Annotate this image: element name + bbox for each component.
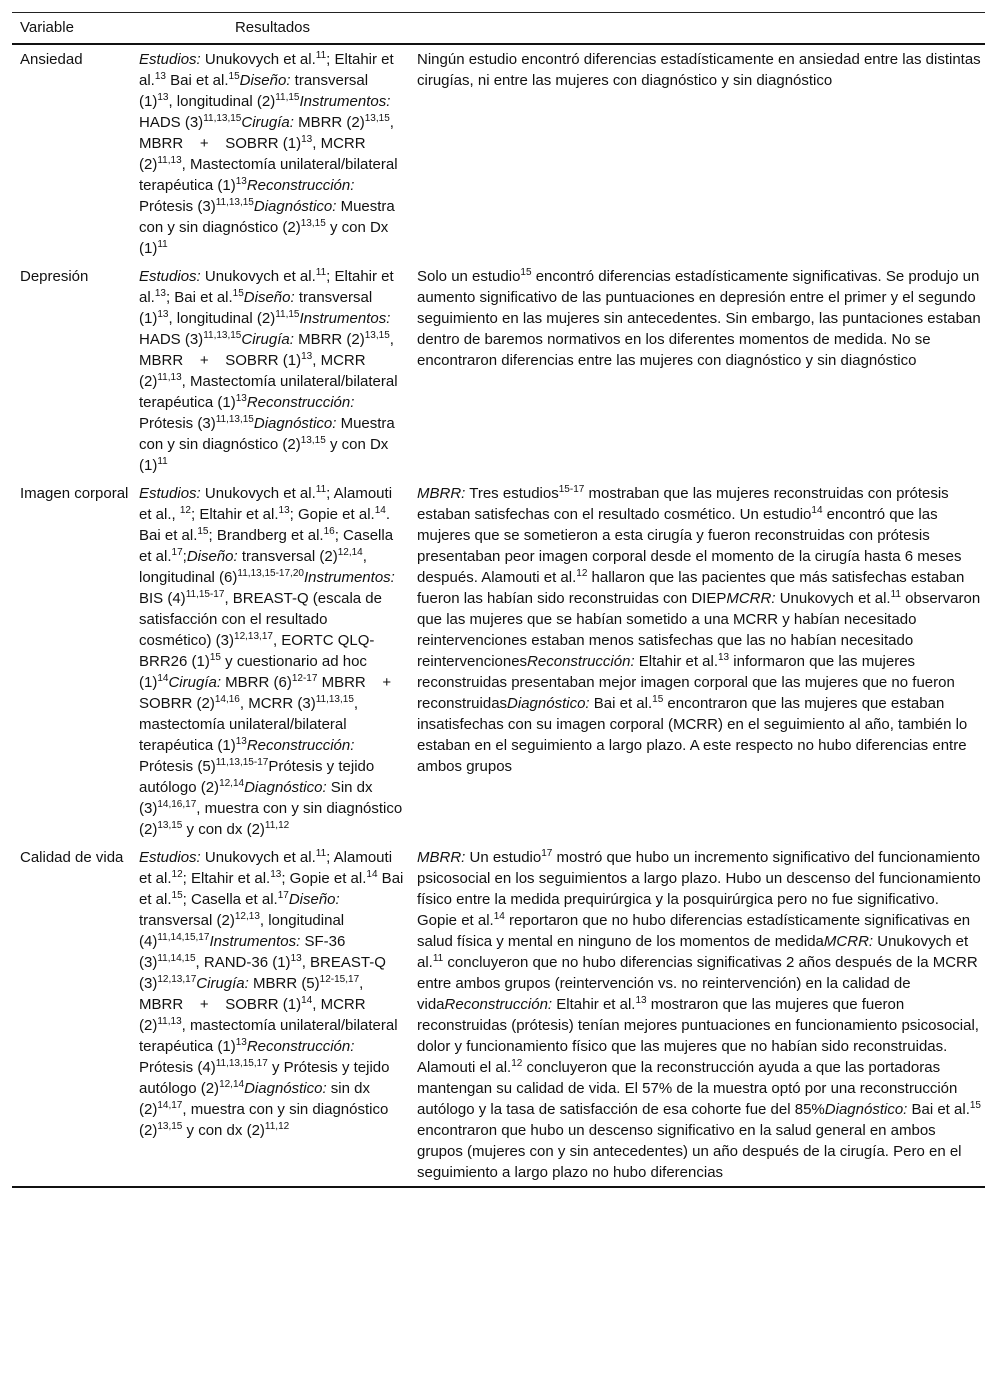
cell-text: encontró que las mujeres que se sometieron a esta cirugía y fueron reconstruidas con prótesis presentaban peor imagen corporal desde el momento de la cirugía hasta 6 meses después. Alamouti et al.: [417, 506, 966, 586]
citation-superscript: 11: [315, 267, 327, 278]
citation-superscript: 11,13: [157, 155, 182, 166]
category-label: Instrumentos:: [209, 933, 301, 950]
citation-superscript: 12,14: [337, 547, 363, 558]
category-label: Diagnóstico:: [253, 198, 337, 215]
cell-text: HADS (3): [139, 93, 395, 131]
cell-text: Solo un estudio: [417, 268, 521, 285]
citation-superscript: 12,13: [234, 911, 260, 922]
citation-superscript: 16: [323, 526, 335, 537]
category-label: Reconstrucción:: [246, 737, 355, 754]
category-label: Diseño:: [243, 289, 295, 306]
cell-text: y con dx (2): [182, 1122, 265, 1139]
cell-text: observaron que las mujeres que se habían sometido a una MCRR y habían necesitado reintervenciones estaban menos satisfechas que las no habían necesitado reintervenciones: [417, 590, 985, 670]
citation-superscript: 11: [890, 589, 901, 600]
citation-superscript: 11,13,15: [215, 414, 254, 425]
cell-text: mostró que hubo un incremento significativo del funcionamiento psicosocial en los seguimientos a largo plazo. Hubo un descenso del funcionamiento físico entre la medida prequirúrgica y la posquirúrgica pero no fue significativo. Gopie et al.: [417, 849, 985, 929]
header-resultados: Resultados: [135, 13, 410, 45]
results-cell: [410, 262, 985, 479]
citation-superscript: 11,13,15-17,20: [237, 568, 304, 579]
citation-superscript: 11,13,15: [215, 197, 254, 208]
cell-text: , BREAST-Q (escala de satisfacción con el resultado cosmético) (3): [139, 590, 387, 649]
cell-text: Eltahir et al.: [552, 996, 636, 1013]
category-label: Estudios:: [139, 268, 201, 285]
citation-superscript: 11,15: [275, 309, 300, 320]
cell-text: , Mastectomía unilateral/bilateral terapéutica (1): [139, 156, 402, 194]
category-label: Reconstrucción:: [444, 996, 553, 1013]
cell-text: MBRR (5): [248, 975, 320, 992]
cell-text: concluyeron que no hubo diferencias significativas 2 años después de la MCRR entre ambos grupos (reintervención vs. no reintervención) en la calidad de vida: [417, 954, 982, 1013]
cell-text: transversal (2): [237, 548, 338, 565]
cell-text: , MBRR + SOBRR (1): [139, 114, 399, 152]
citation-superscript: 13: [235, 176, 247, 187]
category-label: Instrumentos:: [299, 93, 391, 110]
cell-text: Bai et al.: [589, 695, 653, 712]
header-variable: Variable: [12, 13, 135, 45]
category-label: Diagnóstico:: [253, 415, 337, 432]
cell-text: y cuestionario ad hoc (1): [139, 653, 372, 691]
category-label: Reconstrucción:: [246, 1038, 355, 1055]
cell-text: ; Eltahir et al.: [182, 870, 271, 887]
category-label: MBRR:: [417, 849, 466, 866]
cell-text: Prótesis (3): [139, 394, 359, 432]
citation-superscript: 11,13,15: [203, 113, 242, 124]
citation-superscript: 11,14,15,17: [157, 932, 210, 943]
citation-superscript: 13: [301, 351, 313, 362]
citation-superscript: 13: [301, 134, 313, 145]
citation-superscript: 11,13,15: [315, 694, 354, 705]
cell-text: encontró diferencias estadísticamente significativas. Se produjo un aumento significativo de las puntuaciones en depresión entre el primer y el segundo seguimiento en las mujeres sin antecedentes. Sin embargo, las puntaciones estaban dentro de baremos normativos en los diferentes momentos de medida. No se encontraron diferencias entre las mujeres con diagnóstico y sin diagnóstico: [417, 268, 985, 369]
cell-text: Bai et al.: [139, 870, 408, 908]
category-label: Diseño:: [186, 548, 238, 565]
citation-superscript: 17: [541, 848, 553, 859]
cell-text: , Mastectomía unilateral/bilateral terapéutica (1): [139, 373, 402, 411]
citation-superscript: 11,15-17: [185, 589, 225, 600]
citation-superscript: 14: [301, 995, 313, 1006]
cell-text: , longitudinal (4): [139, 912, 349, 950]
citation-superscript: 12-15,17: [319, 974, 360, 985]
cell-text: HADS (3): [139, 310, 395, 348]
category-label: Cirugía:: [168, 674, 221, 691]
citation-superscript: 11,12: [264, 1121, 290, 1132]
citation-superscript: 11: [157, 239, 168, 250]
cell-text: , EORTC QLQ-BRR26 (1): [139, 632, 375, 670]
cell-text: transversal (1): [139, 72, 373, 110]
cell-text: concluyeron que la reconstrucción ayuda a que las portadoras mantengan su calidad de vida. El 57% de la muestra optó por una reconstrucción autólogo y la tasa de satisfacción de esa cohorte fue del 85%: [417, 1059, 962, 1118]
citation-superscript: 13: [278, 505, 290, 516]
citation-superscript: 14,17: [157, 1100, 183, 1111]
citation-superscript: 12: [576, 568, 588, 579]
citation-superscript: 11,13: [157, 1016, 182, 1027]
citation-superscript: 14,16,17: [157, 799, 197, 810]
detail-cell: [135, 262, 410, 479]
cell-text: ; Eltahir et al.: [139, 268, 398, 306]
cell-text: . Bai et al.: [139, 506, 395, 544]
citation-superscript: 11,13,15-17: [215, 757, 269, 768]
category-label: Reconstrucción:: [527, 653, 635, 670]
cell-text: , mastectomía unilateral/bilateral terapéutica (1): [139, 695, 363, 754]
cell-text: transversal (2): [139, 891, 344, 929]
citation-superscript: 12-17: [291, 673, 318, 684]
cell-text: y Prótesis y tejido autólogo (2): [139, 1059, 394, 1097]
category-label: Instrumentos:: [299, 310, 391, 327]
cell-text: ; Casella et al.: [139, 527, 398, 565]
results-cell: [410, 44, 985, 262]
category-label: Diseño:: [288, 891, 340, 908]
cell-text: Unukovych et al.: [417, 933, 973, 971]
citation-superscript: 13,15: [364, 330, 390, 341]
citation-superscript: 15-17: [558, 484, 585, 495]
variable-cell: Calidad de vida: [12, 843, 135, 1187]
citation-superscript: 12: [511, 1058, 523, 1069]
citation-superscript: 11,14,15: [157, 953, 196, 964]
cell-text: MBRR (2): [293, 114, 365, 131]
category-label: Diagnóstico:: [244, 779, 327, 796]
cell-text: Muestra con y sin diagnóstico (2): [139, 198, 399, 236]
cell-text: Prótesis y tejido autólogo (2): [139, 758, 379, 796]
detail-cell: [135, 843, 410, 1187]
category-label: Estudios:: [139, 51, 201, 68]
citation-superscript: 14: [366, 869, 378, 880]
category-label: Cirugía:: [241, 331, 294, 348]
citation-superscript: 13: [154, 71, 166, 82]
cell-text: reportaron que no hubo diferencias estadísticamente significativas en salud física y mental en ninguno de los momentos de medida: [417, 912, 975, 950]
citation-superscript: 11,13,15,17: [215, 1058, 268, 1069]
category-label: Reconstrucción:: [246, 394, 355, 411]
variable-cell: Imagen corporal: [20, 485, 129, 502]
cell-text: , longitudinal (2): [168, 310, 276, 327]
category-label: Cirugía:: [241, 114, 294, 131]
category-label: Diagnóstico:: [507, 695, 590, 712]
cell-text: BIS (4): [139, 569, 399, 607]
table-header-row: [12, 13, 985, 45]
citation-superscript: 12,14: [219, 1079, 245, 1090]
cell-text: Prótesis (5): [139, 737, 359, 775]
table-row: [12, 262, 985, 479]
citation-superscript: 14: [374, 505, 386, 516]
cell-text: , muestra con y sin diagnóstico (2): [139, 800, 407, 838]
cell-text: ; Alamouti et al.: [139, 849, 397, 887]
cell-text: ; Eltahir et al.: [139, 51, 398, 89]
citation-superscript: 13: [154, 288, 166, 299]
citation-superscript: 15: [228, 71, 240, 82]
variable-cell: Depresión: [20, 268, 89, 285]
results-cell: [410, 479, 985, 843]
cell-text: ; Alamouti et al.,: [139, 485, 397, 523]
citation-superscript: 11,13: [157, 372, 182, 383]
cell-text: Sin dx (3): [139, 779, 377, 817]
cell-text: hallaron que las pacientes que más satisfechas estaban fueron las habían sido reconstruidas con DIEP: [417, 569, 969, 607]
citation-superscript: 13,15: [300, 435, 326, 446]
cell-text: y con dx (2): [182, 821, 265, 838]
cell-text: , longitudinal (2): [168, 93, 276, 110]
citation-superscript: 13,15: [157, 820, 183, 831]
citation-superscript: 15: [171, 890, 183, 901]
category-label: MCRR:: [823, 933, 874, 950]
cell-text: , longitudinal (6): [139, 548, 372, 586]
cell-text: Ningún estudio encontró diferencias estadísticamente en ansiedad entre las distintas cirugías, ni entre las mujeres con diagnóstico y sin diagnóstico: [417, 51, 985, 89]
citation-superscript: 15: [652, 694, 664, 705]
cell-text: encontraron que las mujeres que estaban insatisfechas con su imagen corporal (MCRR) en el seguimiento al año, también lo estaban en el seguimiento a largo plazo. A este respecto no hubo diferencias entre ambos grupos: [417, 695, 972, 775]
category-label: Cirugía:: [196, 975, 249, 992]
citation-superscript: 11: [315, 50, 327, 61]
citation-superscript: 11,15: [275, 92, 300, 103]
citation-superscript: 14,16: [214, 694, 240, 705]
category-label: Estudios:: [139, 485, 201, 502]
citation-superscript: 13: [235, 393, 247, 404]
results-cell: [410, 843, 985, 1187]
citation-superscript: 12,13,17: [157, 974, 197, 985]
citation-superscript: 12: [171, 869, 183, 880]
cell-text: , BREAST-Q (3): [139, 954, 391, 992]
results-table: [12, 12, 985, 1188]
cell-text: Unukovych et al.: [775, 590, 891, 607]
citation-superscript: 13: [270, 869, 282, 880]
cell-text: ; Eltahir et al.: [190, 506, 279, 523]
category-label: Diseño:: [239, 72, 291, 89]
cell-text: , muestra con y sin diagnóstico (2): [139, 1101, 393, 1139]
cell-text: Tres estudios: [465, 485, 559, 502]
cell-text: Bai et al.: [907, 1101, 970, 1118]
citation-superscript: 13: [157, 309, 169, 320]
cell-text: Un estudio: [465, 849, 542, 866]
citation-superscript: 14: [493, 911, 505, 922]
cell-text: ; Brandberg et al.: [208, 527, 324, 544]
citation-superscript: 12,14: [219, 778, 245, 789]
citation-superscript: 11: [157, 456, 168, 467]
cell-text: , MCRR (3): [239, 695, 316, 712]
cell-text: MBRR + SOBRR (2): [139, 674, 408, 712]
cell-text: MBRR (6): [221, 674, 292, 691]
cell-text: , MCRR (2): [139, 352, 370, 390]
cell-text: , MBRR + SOBRR (1): [139, 975, 368, 1013]
category-label: Instrumentos:: [303, 569, 395, 586]
citation-superscript: 17: [277, 890, 289, 901]
cell-text: sin dx (2): [139, 1080, 375, 1118]
citation-superscript: 11: [315, 484, 327, 495]
header-empty: [410, 13, 985, 45]
cell-text: ; Casella et al.: [182, 891, 278, 908]
cell-text: informaron que las mujeres reconstruidas presentaban mejor imagen corporal que las mujeres que no fueron reconstruidas: [417, 653, 959, 712]
citation-superscript: 13: [290, 953, 302, 964]
citation-superscript: 13: [235, 1037, 247, 1048]
citation-superscript: 11: [315, 848, 327, 859]
citation-superscript: 12,13,17: [234, 631, 273, 642]
cell-text: Unukovych et al.: [200, 849, 316, 866]
category-label: Estudios:: [139, 849, 201, 866]
citation-superscript: 17: [171, 547, 183, 558]
cell-text: ; Bai et al.: [165, 289, 233, 306]
citation-superscript: 15: [209, 652, 221, 663]
table-row: [12, 843, 985, 1187]
citation-superscript: 15: [197, 526, 209, 537]
variable-cell: Ansiedad: [20, 51, 83, 68]
cell-text: transversal (1): [139, 289, 377, 327]
cell-text: ; Gopie et al.: [289, 506, 375, 523]
cell-text: , MCRR (2): [139, 135, 370, 173]
table-row: [12, 44, 985, 262]
table-body: [12, 44, 985, 1187]
cell-text: SF-36 (3): [139, 933, 350, 971]
cell-text: mostraban que las mujeres reconstruidas con prótesis estaban satisfechas con el resultado cosmético. Un estudio: [417, 485, 953, 523]
citation-superscript: 15: [969, 1100, 981, 1111]
table-row: [12, 479, 985, 843]
detail-cell: [135, 479, 410, 843]
citation-superscript: 11: [432, 953, 444, 964]
citation-superscript: 11,13,15: [203, 330, 242, 341]
detail-cell: [135, 44, 410, 262]
cell-text: encontraron que hubo un descenso significativo en la salud general en ambos grupos (mujeres con y sin antecedentes) un año después de la cirugía. Pero en el seguimiento a largo plazo no hubo diferencias: [417, 1101, 986, 1181]
citation-superscript: 15: [232, 288, 244, 299]
citation-superscript: 13: [157, 92, 169, 103]
citation-superscript: 15: [520, 267, 532, 278]
cell-text: Prótesis (4): [139, 1038, 359, 1076]
cell-text: , MCRR (2): [139, 996, 370, 1034]
cell-text: Muestra con y sin diagnóstico (2): [139, 415, 399, 453]
category-label: Diagnóstico:: [824, 1101, 908, 1118]
cell-text: Unukovych et al.: [200, 51, 316, 68]
citation-superscript: 13,15: [157, 1121, 183, 1132]
cell-text: Bai et al.: [165, 72, 229, 89]
category-label: Diagnóstico:: [244, 1080, 327, 1097]
category-label: Reconstrucción:: [246, 177, 355, 194]
cell-text: mostraron que las mujeres que fueron reconstruidas (prótesis) tenían mejores puntuaciones en funcionamiento psicosocial, dolor y funcionamiento físico que las mujeres que no habían sido reconstruidas. Alamouti el al.: [417, 996, 984, 1076]
category-label: MBRR:: [417, 485, 466, 502]
citation-superscript: 14: [157, 673, 169, 684]
cell-text: ; Gopie et al.: [281, 870, 367, 887]
citation-superscript: 13: [235, 736, 247, 747]
cell-text: , RAND-36 (1): [195, 954, 291, 971]
citation-superscript: 13: [635, 995, 647, 1006]
cell-text: Prótesis (3): [139, 177, 359, 215]
citation-superscript: 12: [179, 505, 191, 516]
cell-text: ;: [182, 548, 187, 565]
cell-text: , MBRR + SOBRR (1): [139, 331, 399, 369]
cell-text: Eltahir et al.: [634, 653, 718, 670]
citation-superscript: 13,15: [364, 113, 390, 124]
citation-superscript: 11,12: [264, 820, 290, 831]
citation-superscript: 13,15: [300, 218, 326, 229]
cell-text: Unukovych et al.: [200, 268, 316, 285]
citation-superscript: 14: [811, 505, 823, 516]
cell-text: Unukovych et al.: [200, 485, 316, 502]
cell-text: y con Dx (1): [139, 219, 393, 257]
cell-text: MBRR (2): [293, 331, 365, 348]
category-label: MCRR:: [726, 590, 776, 607]
cell-text: , mastectomía unilateral/bilateral terapéutica (1): [139, 1017, 402, 1055]
cell-text: y con Dx (1): [139, 436, 393, 474]
citation-superscript: 13: [718, 652, 730, 663]
